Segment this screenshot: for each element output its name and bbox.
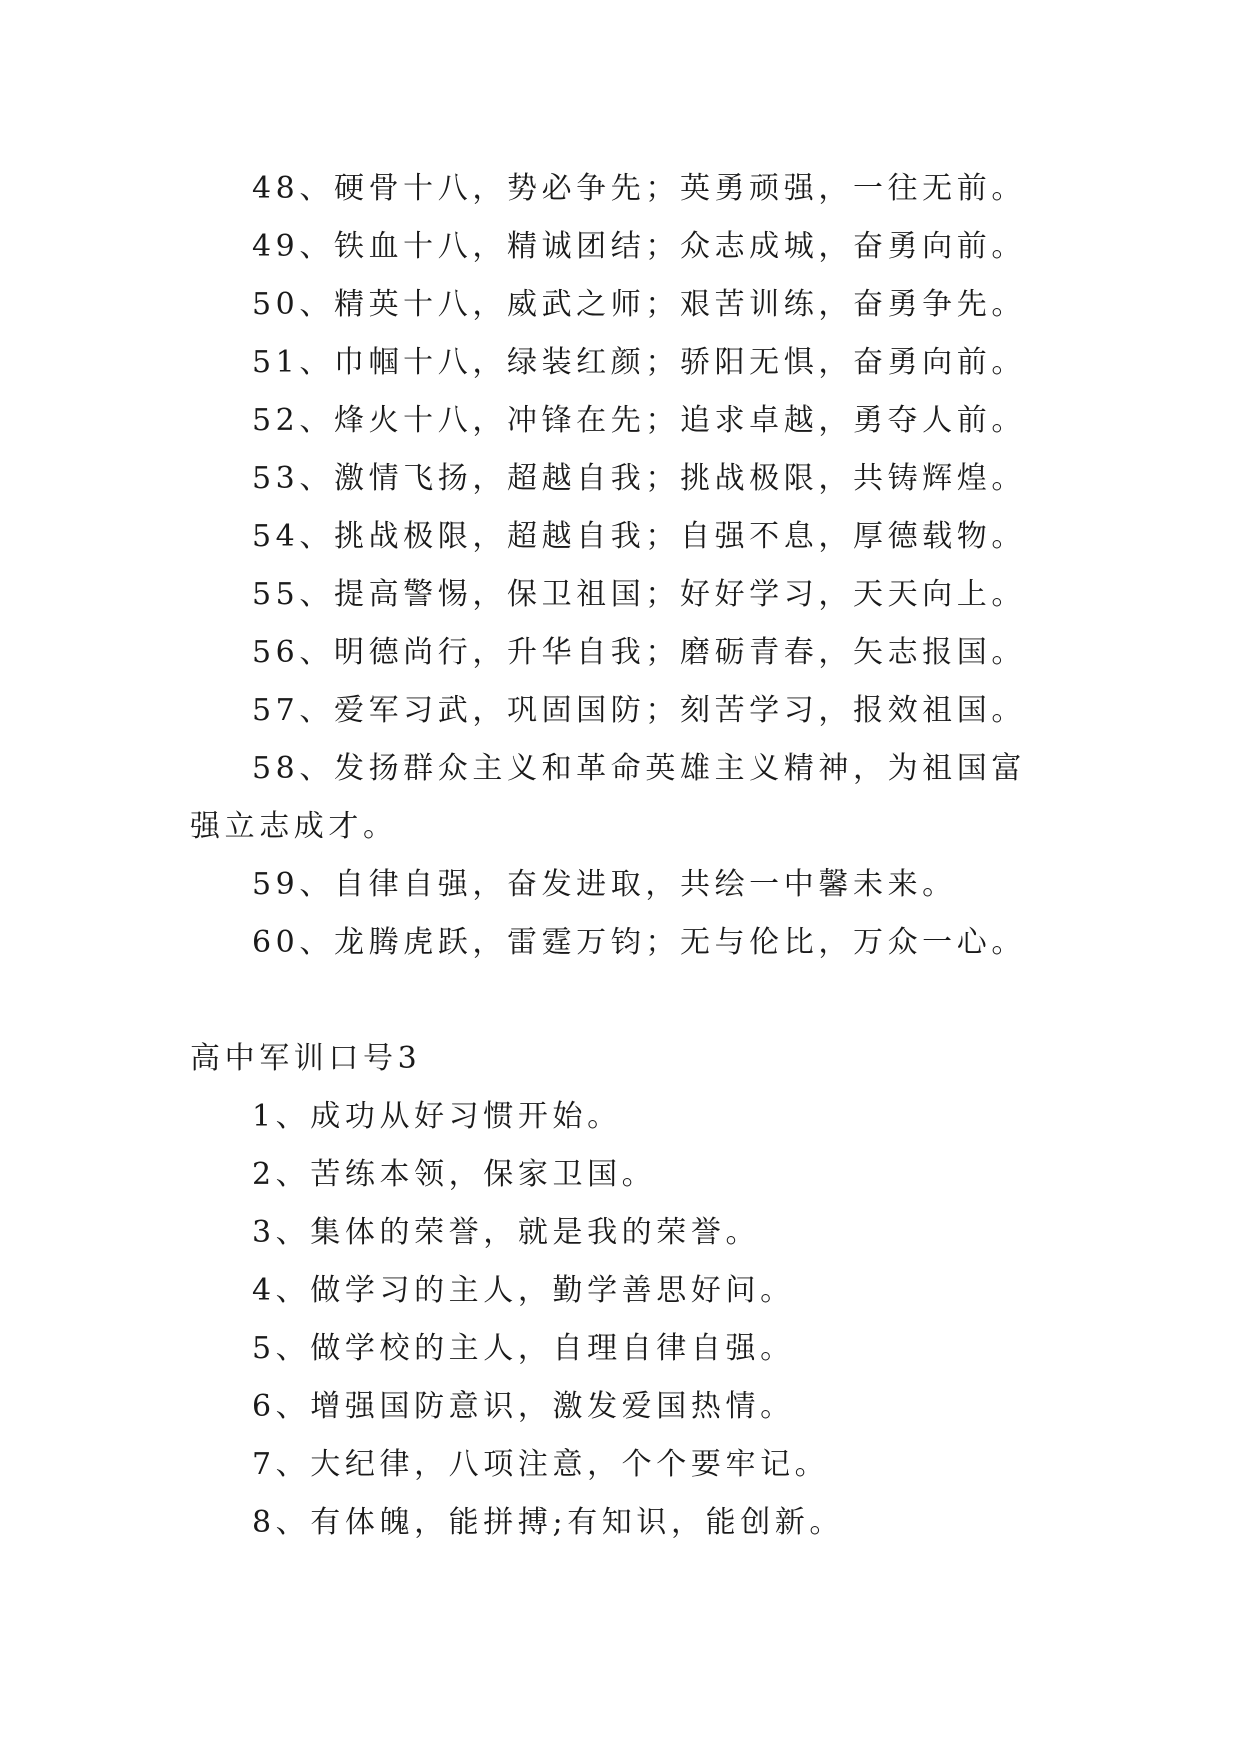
list-item: 7、大纪律，八项注意，个个要牢记。 [252,1447,830,1482]
list-item: 56、明德尚行，升华自我；磨砺青春，矢志报国。 [252,635,1026,670]
document-body [190,160,1060,1552]
list-item: 51、巾帼十八，绿装红颜；骄阳无惧，奋勇向前。 [252,345,1026,380]
list-item: 50、精英十八，威武之师；艰苦训练，奋勇争先。 [252,287,1026,322]
list-item: 1、成功从好习惯开始。 [252,1099,622,1134]
list-item: 2、苦练本领，保家卫国。 [252,1157,657,1192]
list-item: 54、挑战极限，超越自我；自强不息，厚德载物。 [252,519,1026,554]
slogan-list-part-3 [190,1088,1060,1552]
list-item: 3、集体的荣誉，就是我的荣誉。 [252,1215,761,1250]
list-item: 5、做学校的主人，自理自律自强。 [252,1331,795,1366]
section-heading: 高中军训口号3 [190,1041,422,1076]
list-item: 8、有体魄，能拼搏;有知识，能创新。 [252,1505,844,1540]
list-item: 49、铁血十八，精诚团结；众志成城，奋勇向前。 [252,229,1026,264]
list-item: 60、龙腾虎跃，雷霆万钧；无与伦比，万众一心。 [252,925,1026,960]
list-item: 58、发扬群众主义和革命英雄主义精神，为祖国富强立志成才。 [190,751,1026,844]
list-item: 53、激情飞扬，超越自我；挑战极限，共铸辉煌。 [252,461,1026,496]
slogan-list-part-2 [190,160,1060,972]
list-item: 4、做学习的主人，勤学善思好问。 [252,1273,795,1308]
list-item: 48、硬骨十八，势必争先；英勇顽强，一往无前。 [252,171,1026,206]
list-item: 59、自律自强，奋发进取，共绘一中馨未来。 [252,867,957,902]
list-item: 55、提高警惕，保卫祖国；好好学习，天天向上。 [252,577,1026,612]
list-item: 6、增强国防意识，激发爱国热情。 [252,1389,795,1424]
list-item: 57、爱军习武，巩固国防；刻苦学习，报效祖国。 [252,693,1026,728]
list-item: 52、烽火十八，冲锋在先；追求卓越，勇夺人前。 [252,403,1026,438]
